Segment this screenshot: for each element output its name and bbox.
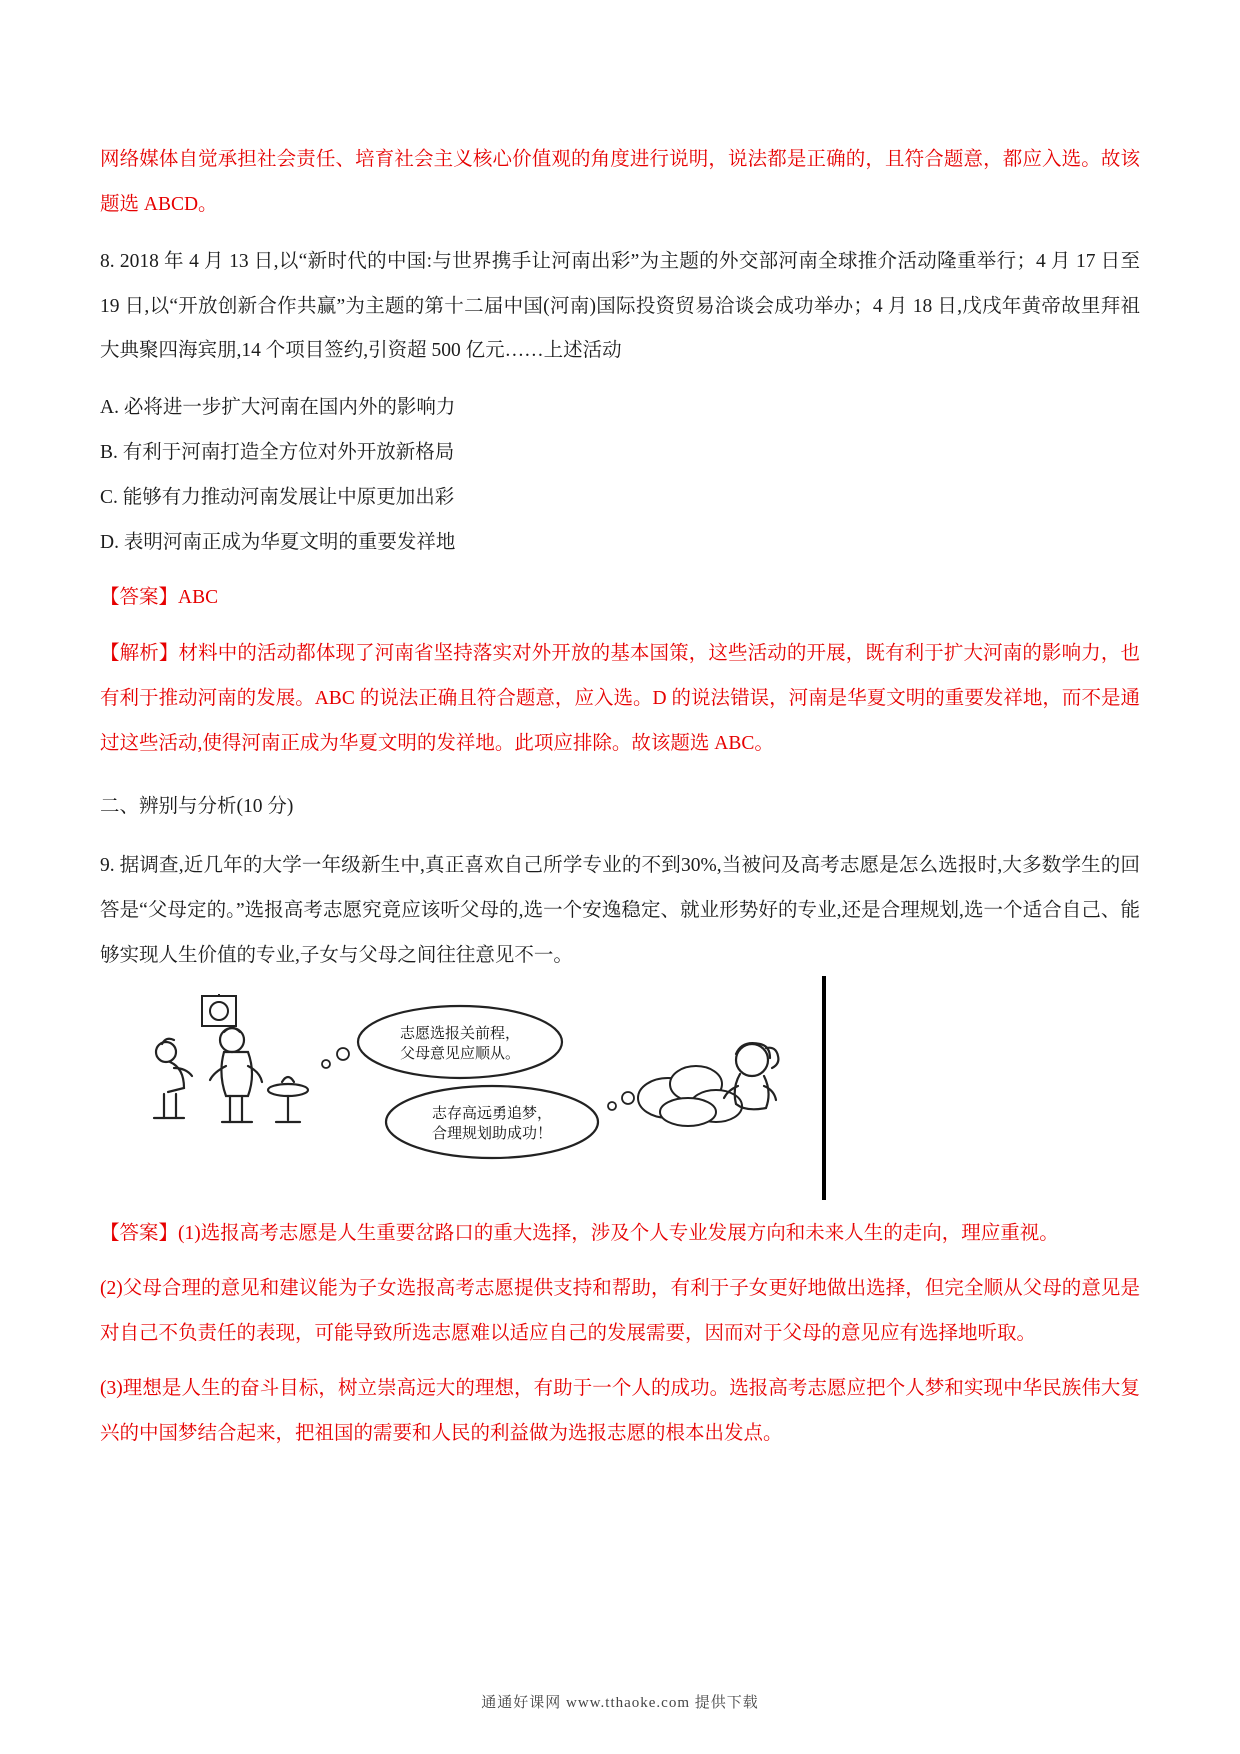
question-8-answer: 【答案】ABC xyxy=(100,586,219,608)
cartoon-illustration xyxy=(140,994,820,1194)
vertical-rule xyxy=(822,976,826,1200)
bubble1-line1: 志愿选报关前程， xyxy=(399,1026,521,1043)
question-8-option-b: B. 有利于河南打造全方位对外开放新格局 xyxy=(100,442,455,464)
speech-bubble-student xyxy=(386,1086,598,1158)
question-9-answer-block xyxy=(100,1212,1140,1456)
bubble2-line2: 合理规划助成功！ xyxy=(431,1126,553,1143)
question-9-answer-part3: (3)理想是人生的奋斗目标，树立崇高远大的理想，有助于一个人的成功。选报高考志愿应把个人梦和实现中华民族伟大复兴的中国梦结合起来，把祖国的需要和人民的利益做为选报志愿的根本出发点。 xyxy=(100,1377,1140,1444)
speech-bubble-parents xyxy=(358,1006,562,1078)
question-8-option-a: A. 必将进一步扩大河南在国内外的影响力 xyxy=(100,397,456,419)
question-9-cartoon xyxy=(100,990,1140,1198)
speech-trail-dots-right xyxy=(608,1092,634,1110)
speech-trail-dots-left xyxy=(322,1048,349,1068)
question-9-answer-part1: 【答案】(1)选报高考志愿是人生重要岔路口的重大选择，涉及个人专业发展方向和未来人生的走向，理应重视。 xyxy=(100,1223,1059,1245)
picture-frame-drawing xyxy=(202,994,236,1026)
bubble2-line1: 志存高远勇追梦， xyxy=(431,1106,553,1123)
question-8-stem: 8. 2018 年 4 月 13 日,以“新时代的中国:与世界携手让河南出彩”为主题的外交部河南全球推介活动隆重举行；4 月 17 日至 19 日,以“开放创新合作共赢”为主题的第十二届中国(河南)国际投资贸易洽谈会成功举办；4 月 18 日,戊戌年黄帝故里拜祖大典聚四海宾朋,14 个项目签约,引资超 500 亿元……上述活动 xyxy=(100,250,1140,362)
question-8-option-c: C. 能够有力推动河南发展让中原更加出彩 xyxy=(100,486,455,508)
carryover-paragraph: 网络媒体自觉承担社会责任、培育社会主义核心价值观的角度进行说明，说法都是正确的，且符合题意，都应入选。故该题选 ABCD。 xyxy=(100,149,1140,215)
section-2-heading: 二、辨别与分析(10 分) xyxy=(100,795,294,817)
question-9-answer-part2: (2)父母合理的意见和建议能为子女选报高考志愿提供支持和帮助，有利于子女更好地做出选择，但完全顺从父母的意见是对自己不负责任的表现，可能导致所选志愿难以适应自己的发展需要，因而对于父母的意见应有选择地听取。 xyxy=(100,1278,1140,1345)
parents-figures-drawing xyxy=(154,1028,308,1122)
question-8-analysis: 【解析】材料中的活动都体现了河南省坚持落实对外开放的基本国策，这些活动的开展，既有利于扩大河南的影响力，也有利于推动河南的发展。ABC 的说法正确且符合题意，应入选。D 的说法错误，河南是华夏文明的重要发祥地，而不是通过这些活动,使得河南正成为华夏文明的发祥地。此项应排除。故该题选 ABC。 xyxy=(100,643,1140,755)
question-9-stem: 9. 据调查,近几年的大学一年级新生中,真正喜欢自己所学专业的不到30%,当被问及高考志愿是怎么选报时,大多数学生的回答是“父母定的。”选报高考志愿究竟应该听父母的,选一个安逸稳定、就业形势好的专业,还是合理规划,选一个适合自己、能够实现人生价值的专业,子女与父母之间往往意见不一。 xyxy=(100,854,1140,966)
page-footer: 通通好课网 www.tthaoke.com 提供下载 xyxy=(481,1695,759,1711)
bubble1-line2: 父母意见应顺从。 xyxy=(399,1046,521,1063)
question-8-option-d: D. 表明河南正成为华夏文明的重要发祥地 xyxy=(100,531,456,553)
